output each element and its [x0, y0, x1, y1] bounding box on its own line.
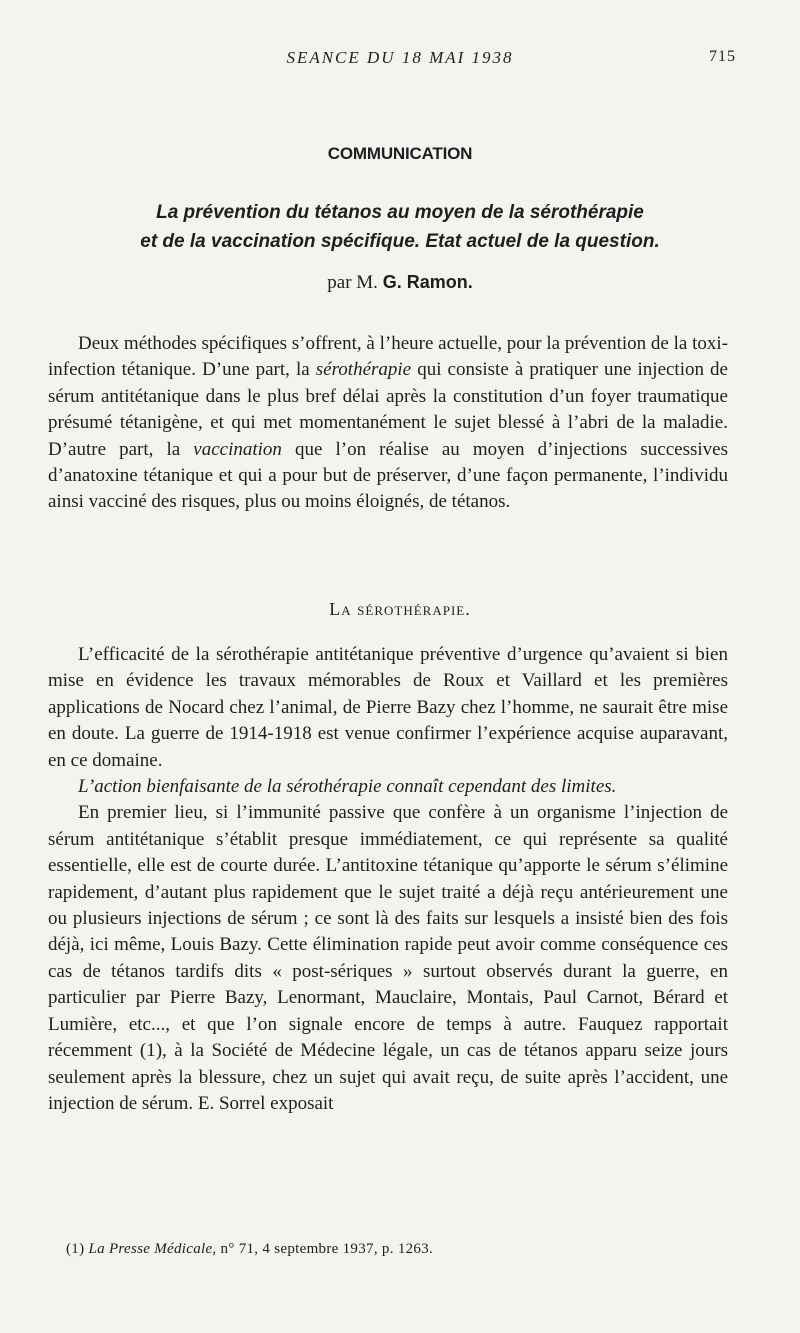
subheading: La sérothérapie. — [329, 599, 471, 619]
running-header — [0, 48, 800, 72]
author-prefix: par M. — [327, 272, 378, 293]
intro-text-part-2: qui consiste à pratiquer une injection de sérum antitétanique dans le plus bref délai après la constitution d’un foyer traumatique présumé tétanigène, et qui met momentanément le sujet blessé à l’abri de la maladie. D’autre part, la — [48, 359, 728, 460]
emphasis-serotherapie: sérothérapie — [315, 359, 412, 381]
intro-paragraph — [48, 331, 728, 516]
page-number: 715 — [709, 48, 736, 65]
footnote-source: La Presse Médicale, — [88, 1241, 217, 1257]
footnote-mark: (1) — [66, 1241, 85, 1257]
paragraph-3: En premier lieu, si l’immunité passive que confère à un organisme l’injection de sérum antitétanique s’établit presque immédiatement, ce qui représente sa qualité essentielle, elle est de courte durée. L’antitoxine tétanique qu’apporte le sérum s’élimine rapidement, d’autant plus rapidement que le sujet traité a déjà reçu antérieurement une ou plusieurs injections de sérum ; ce sont là des faits sur lesquels a insisté bien des fois déjà, ici même, Louis Bazy. Cette élimination rapide peut avoir comme conséquence ces cas de tétanos tardifs dits « post-sériques » surtout observés durant la guerre, en particulier par Pierre Bazy, Lenormant, Mauclaire, Montais, Paul Carnot, Bérard et Lumière, etc..., et que l’on signale encore de temps à autre. Fauquez rapportait récemment (1), à la Société de Médecine légale, un cas de tétanos apparu seize jours seulement après la blessure, chez un sujet qui avait reçu, de suite après l’accident, une injection de sérum. E. Sorrel exposait — [48, 802, 728, 1114]
article-title-line-1: La prévention du tétanos au moyen de la sérothérapie — [156, 202, 644, 223]
emphasis-vaccination: vaccination — [193, 438, 282, 460]
article-title-line-2: et de la vaccination spécifique. Etat actuel de la question. — [140, 231, 660, 252]
paragraph-2: L’action bienfaisante de la sérothérapie connaît cependant des limites. — [78, 776, 617, 798]
intro-text-part-1: Deux méthodes spécifiques s’offrent, à l’heure actuelle, pour la prévention de la toxi-infection tétanique. D’une part, la — [48, 333, 728, 381]
author-line — [0, 272, 800, 294]
intro-text — [48, 331, 728, 516]
paragraph-1: L’efficacité de la sérothérapie antitétanique préventive d’urgence qu’avaient si bien mise en évidence les travaux mémorables de Roux et Vaillard et les premières applications de Nocard chez l’animal, de Pierre Bazy chez l’homme, ne saurait être mise en doute. La guerre de 1914-1918 est venue confirmer l’expérience acquise auparavant, en ce domaine. — [48, 644, 728, 771]
article-title — [70, 198, 730, 256]
main-text — [48, 642, 728, 1117]
intro-text-part-3: que l’on réalise au moyen d’injections successives d’anatoxine tétanique et qui a pour but de préserver, d’une façon permanente, l’individu ainsi vacciné des risques, plus ou moins éloignés, de tétanos. — [48, 438, 728, 513]
section-label: COMMUNICATION — [327, 144, 473, 163]
footnote — [66, 1241, 746, 1258]
author-name: G. Ramon. — [382, 272, 473, 292]
footnote-details: n° 71, 4 septembre 1937, p. 1263. — [220, 1241, 434, 1257]
running-title: SEANCE DU 18 MAI 1938 — [286, 48, 514, 67]
